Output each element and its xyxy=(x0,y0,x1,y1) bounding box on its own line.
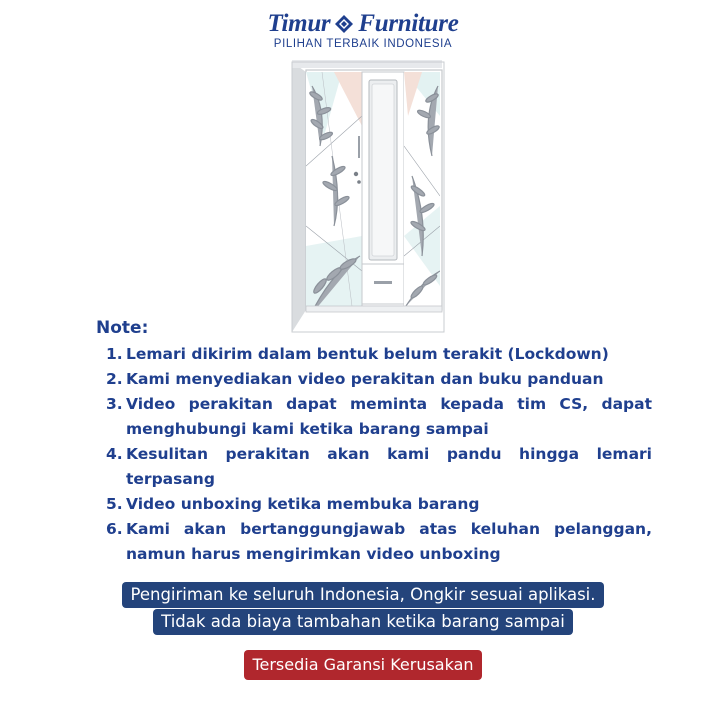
wardrobe-illustration xyxy=(272,56,456,336)
list-item-text: Video perakitan dapat meminta kepada tim CS, dapat menghubungi kami ketika barang sampai xyxy=(126,395,652,438)
list-item-number: 4. xyxy=(106,445,123,463)
list-item-number: 1. xyxy=(106,345,123,363)
list-item xyxy=(106,442,652,492)
warranty-text: Tersedia Garansi Kerusakan xyxy=(244,650,481,680)
brand-name-left: Timur xyxy=(267,10,331,37)
list-item-text: Kami akan bertanggungjawab atas keluhan pelanggan, namun harus mengirimkan video unboxing xyxy=(126,520,652,563)
shipping-line-1: Pengiriman ke seluruh Indonesia, Ongkir sesuai aplikasi. xyxy=(122,582,603,608)
list-item xyxy=(106,492,652,517)
notes-list xyxy=(96,342,652,567)
list-item-number: 5. xyxy=(106,495,123,513)
list-item-number: 3. xyxy=(106,395,123,413)
list-item xyxy=(106,392,652,442)
brand-logo xyxy=(267,10,458,38)
list-item-text: Kesulitan perakitan akan kami pandu hingga lemari terpasang xyxy=(126,445,652,488)
list-item xyxy=(106,517,652,567)
list-item-text: Video unboxing ketika membuka barang xyxy=(126,495,480,513)
list-item-number: 6. xyxy=(106,520,123,538)
brand-name-right: Furniture xyxy=(358,10,459,37)
list-item xyxy=(106,367,652,392)
list-item-text: Kami menyediakan video perakitan dan buku panduan xyxy=(126,370,604,388)
shipping-banner xyxy=(0,582,726,636)
diamond-logo-icon xyxy=(334,14,354,34)
brand-header xyxy=(0,10,726,50)
notes-section xyxy=(96,318,652,567)
list-item-text: Lemari dikirim dalam bentuk belum terakit (Lockdown) xyxy=(126,345,609,363)
brand-tagline: PILIHAN TERBAIK INDONESIA xyxy=(273,38,453,50)
list-item xyxy=(106,342,652,367)
list-item-number: 2. xyxy=(106,370,123,388)
warranty-badge xyxy=(0,650,726,680)
notes-title: Note: xyxy=(96,318,149,338)
shipping-line-2: Tidak ada biaya tambahan ketika barang sampai xyxy=(153,609,573,635)
